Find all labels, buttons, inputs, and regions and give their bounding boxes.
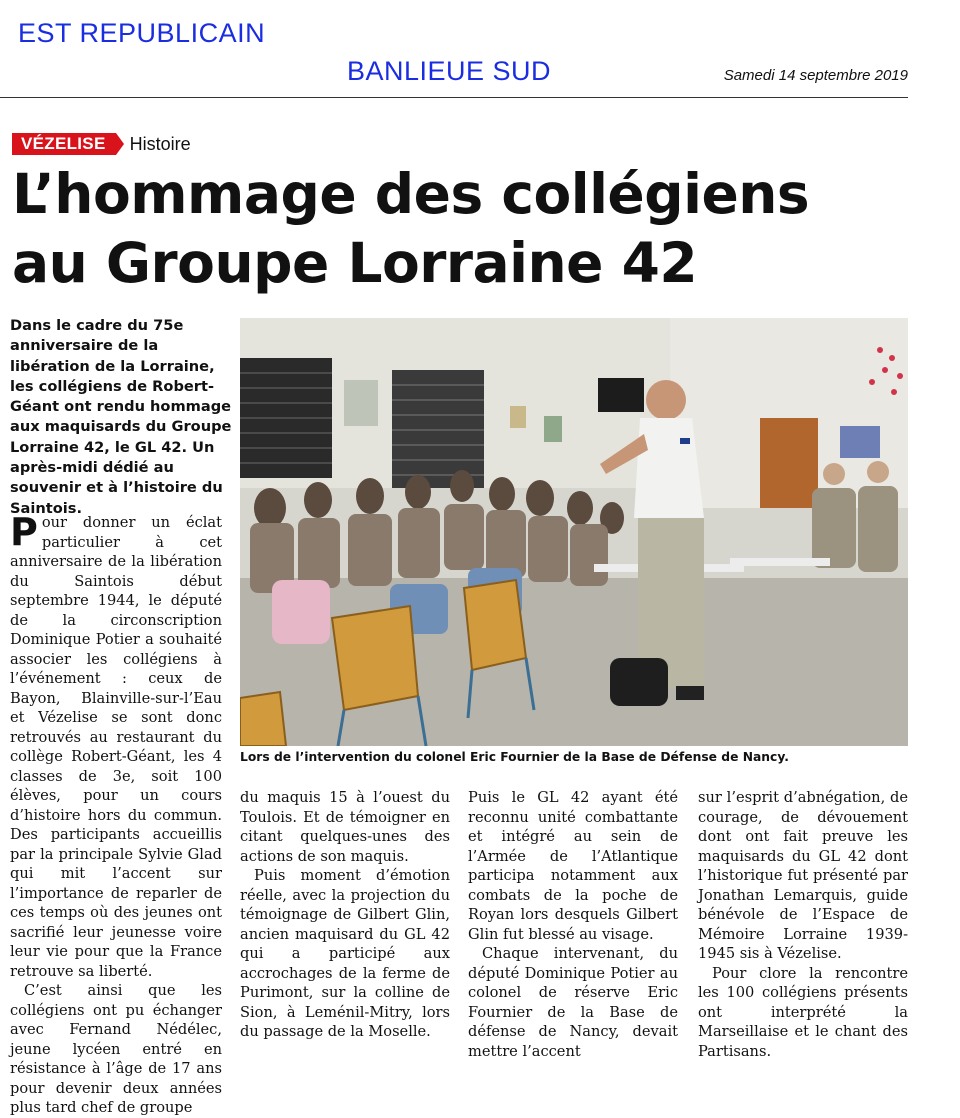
body-paragraph bbox=[10, 510, 222, 981]
body-paragraph: Puis le GL 42 ayant été reconnu unité combattante et intégré au sein de l’Armée de l’Atlantique participa notamment aux combats de la poche de Royan lors desquels Gilbert Glin fut blessé au visage. bbox=[468, 789, 678, 943]
lead-paragraph: Dans le cadre du 75e anniversaire de la libération de la Lorraine, les collégiens de Robert-Géant ont rendu hommage aux maquisards du Groupe Lorraine 42, le GL 42. Un après-midi dédié au souvenir et à l’histoire du Saintois. bbox=[10, 317, 232, 517]
drop-cap: P bbox=[10, 510, 38, 554]
body-paragraph: du maquis 15 à l’ouest du Toulois. Et de témoigner en citant quelques-unes des actions de son maquis. bbox=[240, 789, 450, 865]
headline-line-1: L’hommage des collégiens bbox=[12, 162, 810, 226]
body-paragraph: Chaque intervenant, du député Dominique Potier au colonel de réserve Eric Fournier de la Base de défense de Nancy, devait mettre l’accent bbox=[468, 945, 678, 1060]
body-text: our donner un éclat particulier à cet anniversaire de la libération du Saintois début septembre 1944, le député de la circonscription Dominique Potier a souhaité associer les collégiens à l’événement : ceux de Bayon, Blainville-sur-l’Eau et Vézelise se sont donc retrouvés au restaurant du collège Robert-Géant, les 4 classes de 3e, soit 100 élèves, pour un cours d’histoire hors du commun. Des participants accueillis par la principale Sylvie Glad qui mit l’accent sur l’importance de reparler de ces temps où des jeunes ont sacrifié leur jeunesse voire leur vie pour que la France retrouve sa liberté. bbox=[10, 514, 222, 980]
classroom-photo-illustration bbox=[240, 318, 908, 746]
headline bbox=[12, 160, 912, 298]
body-column-2 bbox=[240, 788, 450, 1042]
section-label: Histoire bbox=[129, 133, 191, 154]
body-paragraph: C’est ainsi que les collégiens ont pu échanger avec Fernand Nédélec, jeune lycéen entré en résistance à l’âge de 17 ans pour devenir deux années plus tard chef de groupe bbox=[10, 982, 222, 1116]
body-paragraph: Pour clore la rencontre les 100 collégiens présents ont interprété la Marseillaise et le chant des Partisans. bbox=[698, 964, 908, 1060]
edition-name: BANLIEUE SUD bbox=[347, 56, 552, 86]
headline-line-2: au Groupe Lorraine 42 bbox=[12, 231, 698, 295]
masthead-rule bbox=[0, 97, 908, 98]
publication-date: Samedi 14 septembre 2019 bbox=[723, 67, 908, 84]
photo-caption: Lors de l’intervention du colonel Eric Fournier de la Base de Défense de Nancy. bbox=[240, 750, 789, 764]
location-tag: VÉZELISE bbox=[12, 133, 116, 155]
article-photo bbox=[240, 318, 908, 746]
body-paragraph: sur l’esprit d’abnégation, de courage, de dévouement dont ont fait preuve les maquisards du GL 42 dont l’historique fut présenté par Jonathan Lemarquis, guide bénévole de l’Espace de Mémoire Lorraine 1939-1945 sis à Vézelise. bbox=[698, 789, 908, 962]
body-paragraph: Puis moment d’émotion réelle, avec la projection du témoignage de Gilbert Glin, ancien maquisard du GL 42 qui a participé aux accrochages de la ferme de Purimont, sur la colline de Sion, à Leménil-Mitry, lors du passage de la Moselle. bbox=[240, 867, 450, 1040]
body-column-1 bbox=[10, 510, 222, 1118]
body-column-3 bbox=[468, 788, 678, 1061]
article-kicker bbox=[12, 133, 191, 155]
newspaper-name: EST REPUBLICAIN bbox=[18, 18, 266, 48]
body-column-4 bbox=[698, 788, 908, 1061]
